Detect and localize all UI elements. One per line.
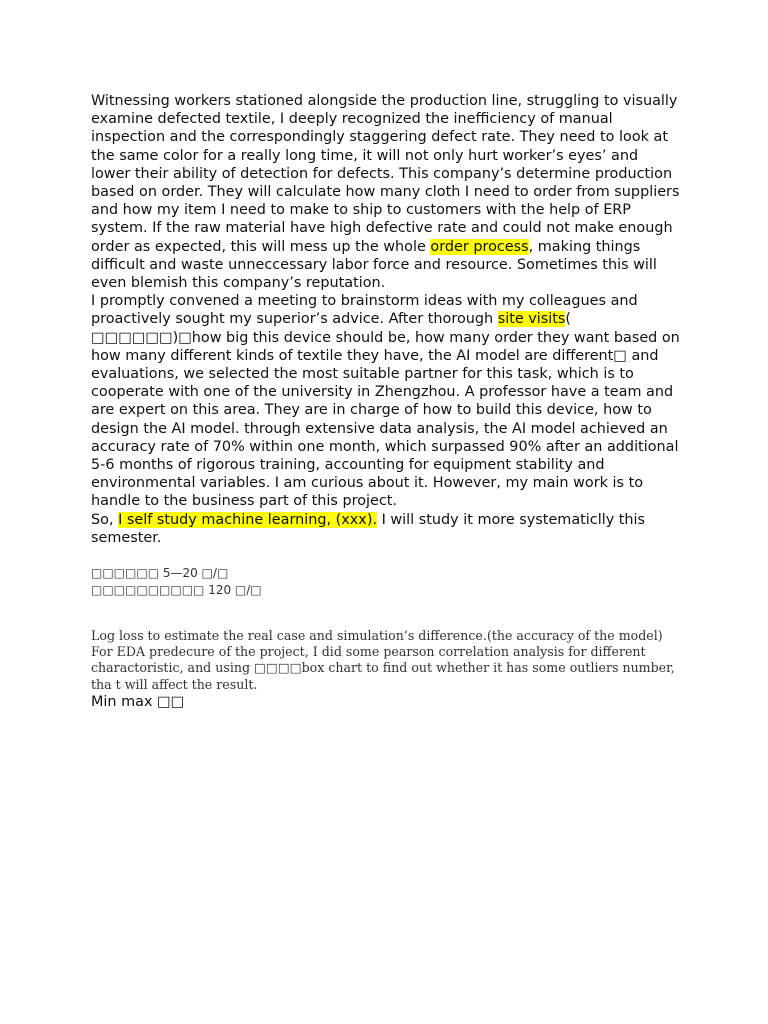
- paragraph-meeting: [91, 292, 681, 510]
- final-line-min-max: Min max □□: [91, 693, 185, 710]
- spacer: [91, 547, 681, 565]
- paragraph3-text-b: I will study it more systematiclly this semester.: [91, 511, 646, 546]
- paragraph1-text-a: Witnessing workers stationed alongside the production line, struggling to visually examine defected textile, I deeply recognized the inefficiency of manual inspection and the correspondingly staggering defect rate. They need to look at the same color for a really long time, it will not only hurt worker’s eyes’ and lower their ability of detection for defects. This company’s determine production based on order. They will calculate how many cloth I need to order from suppliers and how my item I need to make to ship to customers with the help of ERP system. If the raw material have high defective rate and could not make enough order as expected, this will mess up the whole: [91, 93, 680, 255]
- document-page: [91, 92, 681, 711]
- paragraph-production-line: [91, 92, 681, 292]
- highlight-self-study: I self study machine learning, (xxx).: [118, 511, 378, 528]
- note-line-2: □□□□□□□□□□ 120 □/□: [91, 582, 262, 597]
- serif-line-eda: For EDA predecure of the project, I did some pearson correlation analysis for different charactoristic, and using □□□□box chart to find out whether it has some outliers number, tha t will affect the result.: [91, 644, 675, 692]
- spacer: [91, 598, 681, 628]
- serif-line-log-loss: Log loss to estimate the real case and simulation’s difference.(the accuracy of the model): [91, 628, 663, 644]
- highlight-site-visits: site visits: [497, 311, 566, 328]
- paragraph2-text-b: ( □□□□□□)□how big this device should be, how many order they want based on how many different kinds of textile they have, the AI model are different□ and evaluations, we selected the most suitable partner for this task, which is to cooperate with one of the university in Zhengzhou. A professor have a team and are expert on this area. They are in charge of how to build this device, how to design the AI model. through extensive data analysis, the AI model achieved an accuracy rate of 70% within one month, which surpassed 90% after an additional 5-6 months of rigorous training, accounting for equipment stability and environmental variables. I am curious about it. However, my main work is to handle to the business part of this project.: [91, 311, 680, 510]
- highlight-order-process: order process: [430, 238, 529, 255]
- paragraph-self-study: [91, 511, 681, 547]
- paragraph1-text-b: , making things difficult and waste unneccessary labor force and resource. Sometimes this will even blemish this company’s reputation.: [91, 238, 657, 292]
- note-line-1: □□□□□□ 5—20 □/□: [91, 566, 229, 581]
- paragraph2-text-a: I promptly convened a meeting to brainstorm ideas with my colleagues and proactively sought my superior’s advice. After thorough: [91, 293, 638, 328]
- paragraph3-text-a: So,: [91, 511, 119, 528]
